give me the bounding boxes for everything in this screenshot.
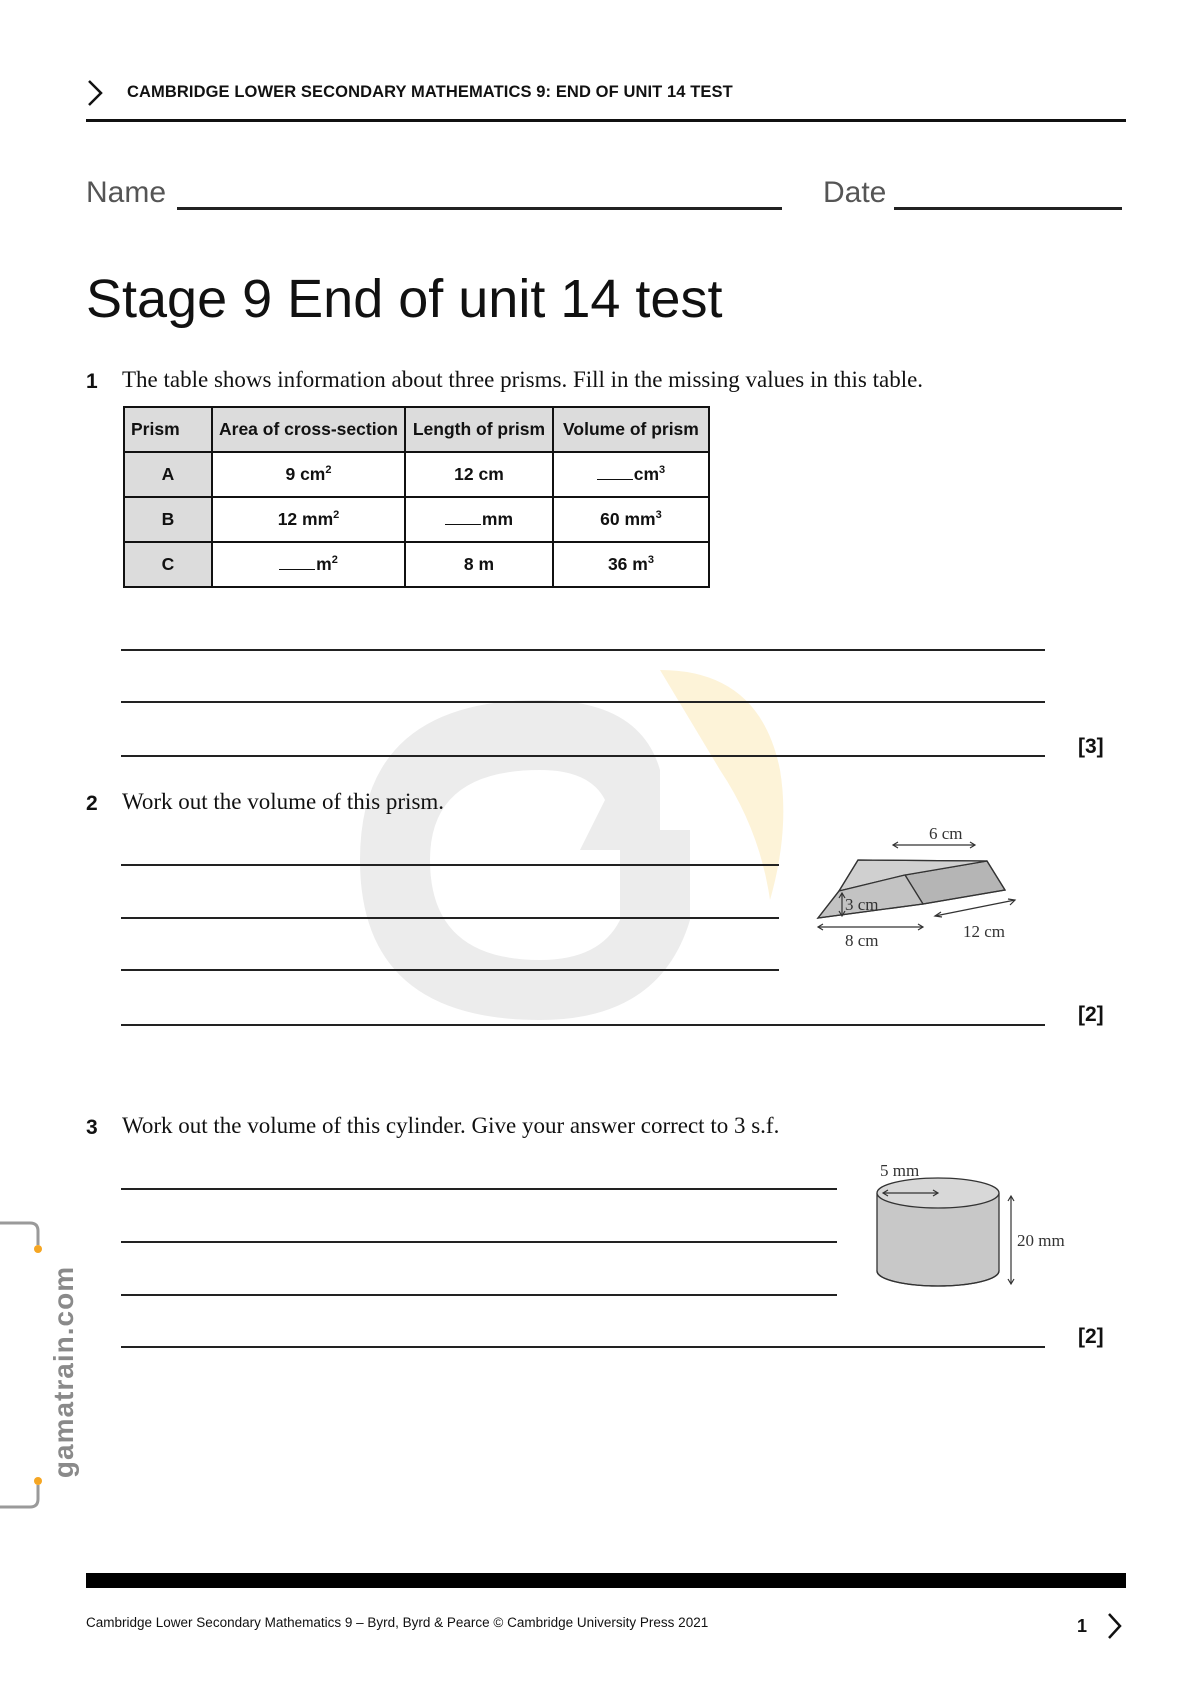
prism-height-label: 3 cm: [845, 895, 879, 914]
watermark-logo: [340, 660, 860, 1040]
table-header-cell: Volume of prism: [553, 407, 709, 452]
prism-base-label: 8 cm: [845, 931, 879, 950]
table-header-cell: Area of cross-section: [212, 407, 405, 452]
answer-line[interactable]: [121, 864, 779, 866]
footer-bar: [86, 1573, 1126, 1588]
area-cell: 12 $mm^2$: [212, 497, 405, 542]
page-title: Stage 9 End of unit 14 test: [86, 269, 723, 329]
page-number: 1: [1077, 1616, 1088, 1636]
watermark-site: gamatrain.com: [48, 1265, 80, 1479]
answer-line[interactable]: [121, 1188, 837, 1190]
question-3-number: 3: [86, 1116, 98, 1139]
prism-table: [123, 406, 710, 588]
answer-blank[interactable]: [445, 510, 481, 525]
prism-diagram: [805, 822, 1035, 982]
row-label: A: [124, 452, 212, 497]
header-rule: [86, 119, 1126, 122]
footer-copyright: Cambridge Lower Secondary Mathematics 9 – Byrd, Byrd & Pearce © Cambridge University Press 2021: [86, 1615, 709, 1630]
question-1-number: 1: [86, 370, 98, 393]
row-label: C: [124, 542, 212, 587]
answer-line[interactable]: [121, 1241, 837, 1243]
answer-line[interactable]: [121, 969, 779, 971]
answer-line[interactable]: [121, 917, 779, 919]
answer-line[interactable]: [121, 1346, 1045, 1348]
answer-blank[interactable]: [279, 555, 315, 570]
cylinder-height-label: 20 mm: [1017, 1231, 1065, 1250]
area-cell-answer[interactable]: $m^2$: [212, 542, 405, 587]
question-1-text: The table shows information about three prisms. Fill in the missing values in this table.: [122, 367, 924, 392]
answer-line[interactable]: [121, 1024, 1045, 1026]
table-header-cell: Length of prism: [405, 407, 553, 452]
table-header-cell: Prism: [124, 407, 212, 452]
question-3-text: Work out the volume of this cylinder. Give your answer correct to 3 s.f.: [122, 1113, 780, 1138]
length-cell: 8 m: [405, 542, 553, 587]
cylinder-diagram: [865, 1160, 1065, 1310]
chevron-right-icon: [84, 78, 106, 108]
length-cell: 12 cm: [405, 452, 553, 497]
date-label: Date: [823, 176, 887, 209]
volume-cell: 60 $mm^3$: [553, 497, 709, 542]
answer-line[interactable]: [121, 649, 1045, 651]
cylinder-radius-label: 5 mm: [880, 1161, 920, 1180]
length-cell-answer[interactable]: mm: [405, 497, 553, 542]
question-2-text: Work out the volume of this prism.: [122, 789, 445, 814]
volume-cell: 36 $m^3$: [553, 542, 709, 587]
answer-blank[interactable]: [597, 465, 633, 480]
question-1-marks: [3]: [1078, 735, 1104, 758]
watermark-bracket: [0, 1215, 50, 1515]
question-2-marks: [2]: [1078, 1003, 1104, 1026]
table-row: [124, 497, 709, 542]
prism-top-label: 6 cm: [929, 824, 963, 843]
area-cell: 9 $cm^2$: [212, 452, 405, 497]
table-row: [124, 542, 709, 587]
date-field[interactable]: [894, 207, 1122, 210]
row-label: B: [124, 497, 212, 542]
name-label: Name: [86, 176, 167, 209]
name-field[interactable]: [177, 207, 782, 210]
table-row: [124, 452, 709, 497]
prism-length-label: 12 cm: [963, 922, 1006, 941]
answer-line[interactable]: [121, 755, 1045, 757]
answer-line[interactable]: [121, 1294, 837, 1296]
volume-cell-answer[interactable]: $cm^3$: [553, 452, 709, 497]
question-3-marks: [2]: [1078, 1325, 1104, 1348]
answer-line[interactable]: [121, 701, 1045, 703]
question-2-number: 2: [86, 792, 98, 815]
table-header-row: [124, 407, 709, 452]
chevron-right-icon: [1105, 1611, 1125, 1641]
header-title: CAMBRIDGE LOWER SECONDARY MATHEMATICS 9: END OF UNIT 14 TEST: [127, 83, 733, 101]
